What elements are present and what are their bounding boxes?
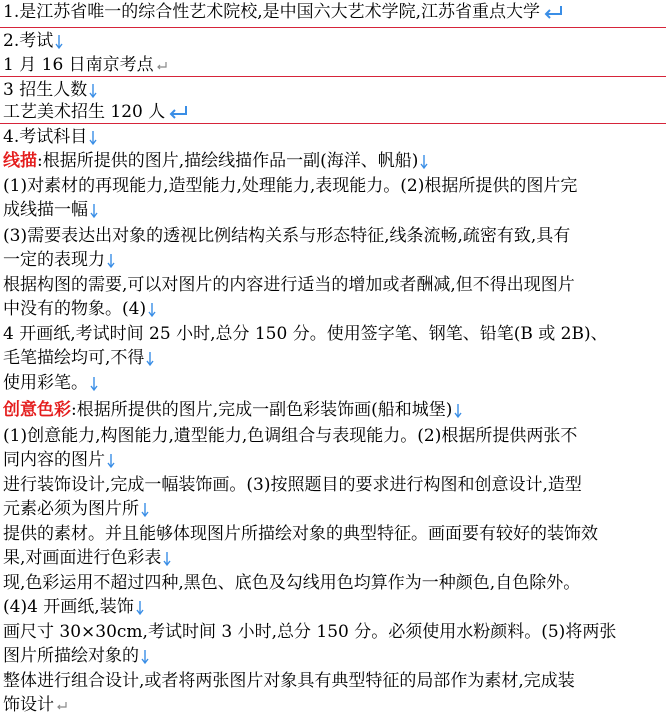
text-line-20: 进行装饰设计,完成一幅装饰画。(3)按照题目的要求进行构图和创意设计,造型 <box>3 475 582 495</box>
down-arrow-icon <box>146 351 154 367</box>
text-line-29: 饰设计 <box>3 693 666 717</box>
text-line-26: 画尺寸 30×30cm,考试时间 3 小时,总分 150 分。必须使用水粉颜料。(5)将两张 <box>3 622 617 642</box>
text-line-6: 4.考试科目 <box>3 125 666 149</box>
paragraph-return-icon <box>542 4 564 22</box>
text-line-28: 整体进行组合设计,或者将两张图片对象具有典型特征的局部作为素材,完成装 <box>3 671 575 691</box>
down-arrow-icon <box>420 154 428 170</box>
text-line-2: 2.考试 <box>3 29 666 53</box>
text-line-8: (1)对素材的再现能力,造型能力,处理能力,表现能力。(2)根据所提供的图片完 <box>3 176 578 196</box>
text-line-27: 图片所描绘对象的 <box>3 644 666 668</box>
text-line-25: (4)4 开画纸,装饰 <box>3 595 666 619</box>
red-divider-3 <box>0 123 666 124</box>
text-line-3: 1 月 16 日南京考点 <box>3 53 666 77</box>
text-line-24: 现,色彩运用不超过四种,黑色、底色及勾线用色均算作为一种颜色,自色除外。 <box>3 573 581 593</box>
heading-line-drawing: 线描 <box>3 151 37 171</box>
text-line-21: 元素必须为图片所 <box>3 497 666 521</box>
text-line-11: 一定的表现力 <box>3 248 666 272</box>
down-arrow-icon <box>89 83 97 99</box>
text-line-14: 4 开画纸,考试时间 25 小时,总分 150 分。使用签字笔、钢笔、铅笔(B 或 2B)、 <box>3 324 608 344</box>
down-arrow-icon <box>107 253 115 269</box>
down-arrow-icon <box>136 600 144 616</box>
text-line-10: (3)需要表达出对象的透视比例结构关系与形态特征,线条流畅,疏密有致,具有 <box>3 226 571 246</box>
text-line-5: 工艺美术招生 120 人 <box>3 100 666 124</box>
down-arrow-icon <box>89 130 97 146</box>
down-arrow-icon <box>107 453 115 469</box>
text-line-17: 创意色彩:根据所提供的图片,完成一副色彩装饰画(船和城堡) <box>3 398 666 422</box>
down-arrow-icon <box>141 502 149 518</box>
down-arrow-icon <box>90 203 98 219</box>
down-arrow-icon <box>454 403 462 419</box>
text-line-18: (1)创意能力,构图能力,遺型能力,色调组合与表现能力。(2)根据所提供两张不 <box>3 426 578 446</box>
down-arrow-icon <box>90 376 98 392</box>
heading-creative-color: 创意色彩 <box>3 400 71 420</box>
return-icon <box>156 61 168 71</box>
return-icon <box>56 701 68 711</box>
text-line-15: 毛笔描绘均可,不得 <box>3 346 666 370</box>
text-line-16: 使用彩笔。 <box>3 371 666 395</box>
down-arrow-icon <box>55 34 63 50</box>
down-arrow-icon <box>163 551 171 567</box>
text-line-4: 3 招生人数 <box>3 78 666 102</box>
text-line-23: 果,对画面进行色彩表 <box>3 546 666 570</box>
red-divider-2 <box>0 76 666 77</box>
paragraph-return-icon <box>167 104 189 122</box>
text-line-13: 中没有的物象。(4) <box>3 297 666 321</box>
text-line-9: 成线描一幅 <box>3 198 666 222</box>
down-arrow-icon <box>141 649 149 665</box>
red-divider-1 <box>0 27 666 28</box>
down-arrow-icon <box>148 302 156 318</box>
text-line-22: 提供的素材。并且能够体现图片所描绘对象的典型特征。画面要有较好的装饰效 <box>3 524 598 544</box>
text-line-12: 根据构图的需要,可以对图片的内容进行适当的增加或者酬减,但不得出现图片 <box>3 275 575 295</box>
text-line-7: 线描:根据所提供的图片,描绘线描作品一副(海洋、帆船) <box>3 149 666 173</box>
text-line-1: 1.是江苏省唯一的综合性艺术院校,是中国六大艺术学院,江苏省重点大学 <box>3 0 666 24</box>
text-line-19: 同内容的图片 <box>3 448 666 472</box>
